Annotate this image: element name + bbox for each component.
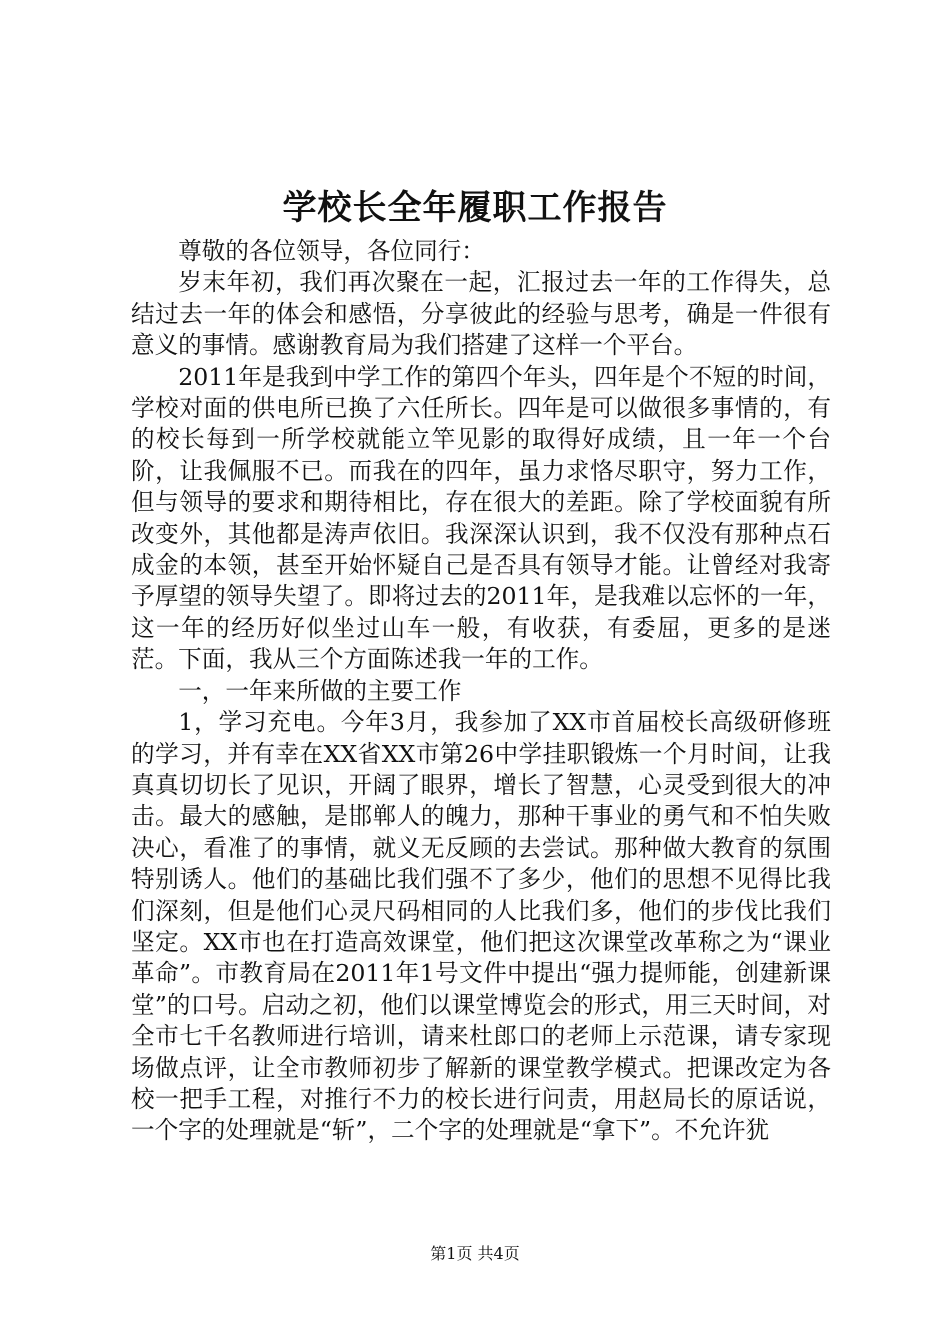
section-heading: 一，一年来所做的主要工作 <box>178 676 462 705</box>
page-number: 第1页 共4页 <box>430 1244 520 1263</box>
paragraph-intro: 岁末年初，我们再次聚在一起，汇报过去一年的工作得失，总结过去一年的体会和感悟，分享彼此的经验与思考，确是一件很有意义的事情。感谢教育局为我们搭建了这样一个平台。 <box>131 268 831 360</box>
paragraph-overview: 2011年是我到中学工作的第四个年头，四年是个不短的时间，学校对面的供电所已换了六任所长。四年是可以做很多事情的，有的校长每到一所学校就能立竿见影的取得好成绩，且一年一个台阶，让我佩服不已。而我在的四年，虽力求恪尽职守，努力工作，但与领导的要求和期待相比，存在很大的差距。除了学校面貌有所改变外，其他都是涛声依旧。我深深认识到，我不仅没有那种点石成金的本领，甚至开始怀疑自己是否具有领导才能。让曾经对我寄予厚望的领导失望了。即将过去的2011年，是我难以忘怀的一年，这一年的经历好似坐过山车一般，有收获，有委屈，更多的是迷茫。下面，我从三个方面陈述我一年的工作。 <box>131 362 831 674</box>
document-title: 学校长全年履职工作报告 <box>282 188 668 228</box>
greeting-line: 尊敬的各位领导，各位同行： <box>178 237 485 265</box>
paragraph-study: 1，学习充电。今年3月，我参加了XX市首届校长高级研修班的学习，并有幸在XX省XX市第26中学挂职锻炼一个月时间，让我真真切切长了见识，开阔了眼界，增长了智慧，心灵受到很大的冲击。最大的感触，是邯郸人的魄力，那种干事业的勇气和不怕失败决心，看准了的事情，就义无反顾的去尝试。那种做大教育的氛围特别诱人。他们的基础比我们强不了多少，他们的思想不见得比我们深刻，但是他们心灵尺码相同的人比我们多，他们的步伐比我们坚定。XX市也在打造高效课堂，他们把这次课堂改革称之为“课业革命”。市教育局在2011年1号文件中提出“强力提师能，创建新课堂”的口号。启动之初，他们以课堂博览会的形式，用三天时间，对全市七千名教师进行培训，请来杜郎口的老师上示范课，请专家现场做点评，让全市教师初步了解新的课堂教学模式。把课改定为各校一把手工程，对推行不力的校长进行问责，用赵局长的原话说，一个字的处理就是“斩”，二个字的处理就是“拿下”。不允许犹 <box>131 708 831 1145</box>
document-body <box>131 236 831 1147</box>
